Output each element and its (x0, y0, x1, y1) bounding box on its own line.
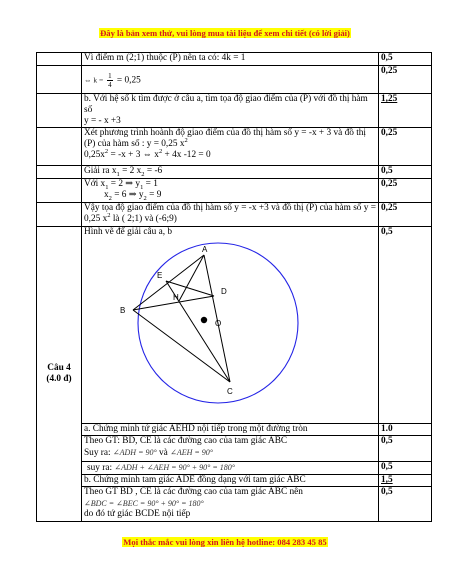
row-score: 0,25 (379, 203, 432, 227)
table-row: a. Chứng minh tứ giác AEHD nội tiếp trong một đường tròn 1.0 (37, 424, 432, 436)
row-text: Vì điểm m (2;1) thuộc (P) nên ta có: 4k = 1 (82, 53, 379, 66)
geometry-figure (118, 240, 318, 410)
table-row: suy ra: ∠ADH + ∠AEH = 90° + 90° = 180° 0,5 (37, 462, 432, 475)
label-c: C (227, 387, 233, 396)
question-points: (4.0 đ) (46, 374, 72, 384)
table-row: ⇔ k = $\frac{1}{4}$ = 0,25 0,25 (37, 66, 432, 94)
segment-ab (133, 255, 204, 310)
label-h: H (173, 293, 179, 302)
segment-ah (179, 255, 204, 301)
label-d: D (221, 287, 227, 296)
row-score: 0,25 (379, 66, 432, 94)
row-score: 0,5 (379, 166, 432, 179)
label-b: B (120, 306, 126, 315)
row-score: 1,5 (379, 475, 432, 487)
row-score: 0,25 (379, 128, 432, 166)
center-dot (201, 317, 207, 323)
table-row: Với $x_1 = 2$ ⇒ $y_1 = 1$ $x_2 = 6$ ⇒ $y_2 = 9$ 0,25 (37, 179, 432, 203)
preview-banner: Đây là bản xem thử, vui lòng mua tài liệu để xem chi tiết (có lời giải) (100, 28, 350, 38)
row-score: 1,25 (379, 94, 432, 128)
question-label: Câu 4 (47, 363, 71, 373)
table-row (37, 53, 432, 66)
label-e: E (157, 271, 163, 280)
label-o: O (215, 319, 222, 328)
row-score: 0,25 (379, 179, 432, 203)
table-row: Theo GT: BD, CE là các đường cao của tam giác ABC Suy ra: ∠ADH = 90° và ∠AEH = 90° 0,5 (37, 436, 432, 462)
row-score: 0,5 (379, 487, 432, 522)
question-label-cell (37, 227, 82, 522)
table-row: Xét phương trình hoành độ giao điểm của đồ thị hàm số y = -x + 3 và đồ thị (P) của hàm số : y = 0,25 $x^2$ $0,25x^2 = -x + 3$ ⇔ $x^2 + 4x$ -12 = 0 0,25 (37, 128, 432, 166)
table-row: Theo GT BD , CE là các đường cao của tam giác ABC nên ∠BDC = ∠BEC = 90° + 90° = 180° do đó tứ giác BCDE nội tiếp 0,5 (37, 487, 432, 522)
row-score: 0,5 (379, 462, 432, 475)
fraction: $\frac{1}{4}$ (108, 72, 112, 89)
answer-table (36, 52, 432, 522)
table-row: b. Chứng minh tam giác ADE đồng dạng với tam giác ABC 1,5 (37, 475, 432, 487)
row-score: 0,5 (379, 53, 432, 66)
label-a: A (202, 245, 208, 254)
row-score: 0,5 (379, 436, 432, 462)
row-score: 0,5 (379, 227, 432, 424)
table-row: Giải ra $x_1 = 2$ $x_2 = -6$ 0,5 (37, 166, 432, 179)
hotline-banner: Mọi thắc mắc vui lòng xin liên hệ hotline: 084 283 45 85 (123, 537, 327, 547)
table-row: Câu 4 (4.0 đ) Hình vẽ để giải câu a, b A B C D E H O 0,5 (37, 227, 432, 424)
table-row: Vậy tọa độ giao điểm của đồ thị hàm số y = -x +3 và đồ thị (P) của hàm số y = 0,25 $x^2$ là ( 2;1) và (-6;9) 0,25 (37, 203, 432, 227)
table-row: b. Với hệ số k tìm được ở câu a, tìm tọa độ giao điểm của (P) với đồ thị hàm số y = - x +3 1,25 (37, 94, 432, 128)
row-score: 1.0 (379, 424, 432, 436)
